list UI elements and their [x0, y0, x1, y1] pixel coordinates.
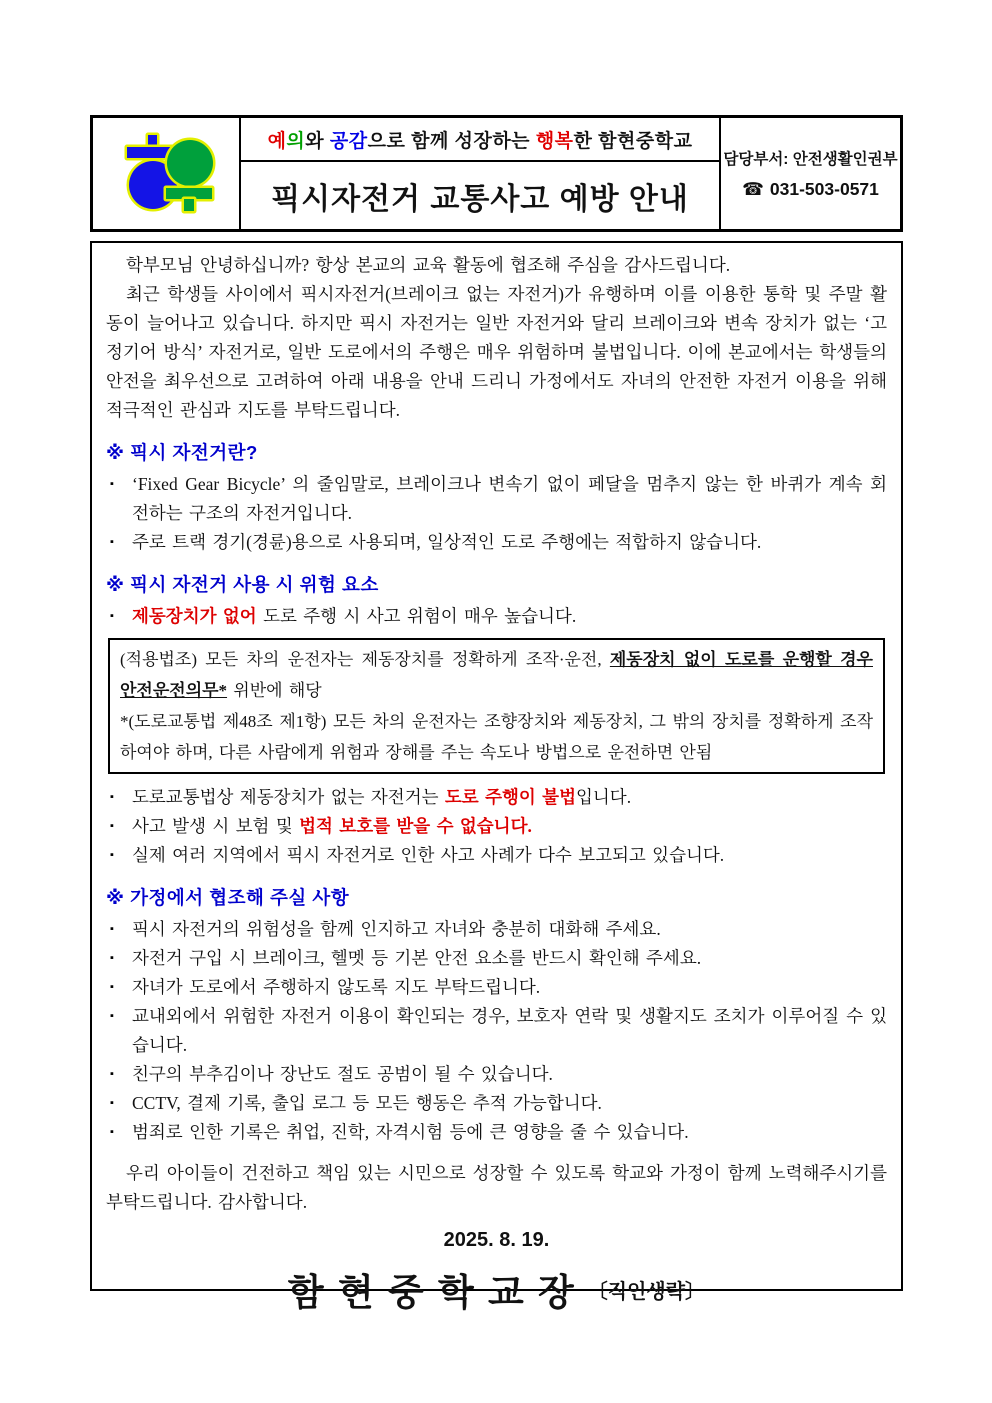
list-item — [106, 1002, 887, 1060]
signature-row — [106, 1262, 887, 1316]
law-box-line-2: *(도로교통법 제48조 제1항) 모든 차의 운전자는 조향장치와 제동장치, 그 밖의 장치를 정확하게 조작하여야 하며, 다른 사람에게 위험과 장해를 주는 속도나 방법으로 운전하면 안됨 — [120, 712, 873, 762]
list-item-text: 자전거 구입 시 브레이크, 헬멧 등 기본 안전 요소를 반드시 확인해 주세요. — [132, 948, 702, 968]
bullet-square-icon: ▪ — [110, 952, 114, 964]
list-item — [106, 812, 887, 841]
text-segment: 예 — [267, 130, 287, 152]
intro-paragraph-1: 학부모님 안녕하십니까? 항상 본교의 교육 활동에 협조해 주심을 감사드립니다. — [126, 255, 731, 275]
list-item-text — [132, 783, 887, 812]
contact-info — [719, 118, 900, 229]
list-item — [106, 841, 887, 870]
bullet-square-icon: ▪ — [110, 610, 114, 622]
phone-icon: ☎ — [742, 179, 764, 199]
list-item-text: 주로 트랙 경기(경륜)용으로 사용되며, 일상적인 도로 주행에는 적합하지 않습니다. — [132, 532, 762, 552]
bullet-square-icon: ▪ — [110, 1126, 114, 1138]
phone-number: 031-503-0571 — [769, 179, 879, 199]
list-item — [106, 1118, 887, 1147]
bullet-square-icon: ▪ — [110, 1097, 114, 1109]
list-item-text — [132, 841, 887, 870]
bullet-square-icon: ▪ — [110, 923, 114, 935]
list-item-text — [132, 812, 887, 841]
list-item — [106, 915, 887, 944]
document-header — [90, 115, 903, 232]
list-item — [106, 1060, 887, 1089]
text-segment: 위반에 해당 — [227, 681, 322, 700]
bullet-square-icon: ▪ — [110, 849, 114, 861]
text-segment: 의 — [286, 130, 306, 152]
list-item-text: 자녀가 도로에서 주행하지 않도록 지도 부탁드립니다. — [132, 977, 541, 997]
bullet-square-icon: ▪ — [110, 536, 114, 548]
list-item-text: 교내외에서 위험한 자전거 이용이 확인되는 경우, 보호자 연락 및 생활지도 조치가 이루어질 수 있습니다. — [132, 1006, 887, 1055]
list-item-text: 범죄로 인한 기록은 취업, 진학, 자격시험 등에 큰 영향을 줄 수 있습니다. — [132, 1122, 689, 1142]
bullet-square-icon: ▪ — [110, 981, 114, 993]
text-segment: 입니다. — [575, 787, 632, 807]
document-body — [90, 241, 903, 1313]
list-item — [106, 1089, 887, 1118]
bullet-square-icon: ▪ — [110, 1010, 114, 1022]
text-segment: 공감 — [329, 130, 368, 152]
bullet-square-icon: ▪ — [110, 478, 114, 490]
text-segment: 와 — [305, 130, 330, 152]
text-segment: 도로교통법상 제동장치가 없는 자전거는 — [132, 787, 445, 807]
section-heading-risk-factors: ※ 픽시 자전거 사용 시 위험 요소 — [106, 574, 379, 595]
seal-omitted-note: 〔직인생략〕 — [587, 1280, 706, 1303]
header-center — [241, 118, 719, 229]
section-heading-what-is-fixie: ※ 픽시 자전거란? — [106, 442, 258, 463]
text-segment: 행복 — [535, 130, 574, 152]
principal-signature: 함 현 중 학 교 장 — [287, 1272, 576, 1313]
list-item — [106, 602, 887, 631]
law-box-line-1 — [120, 644, 873, 706]
school-slogan — [241, 118, 719, 162]
list-item-text: CCTV, 결제 기록, 출입 로그 등 모든 행동은 추적 가능합니다. — [132, 1093, 602, 1113]
text-segment: 법적 보호를 받을 수 없습니다. — [299, 816, 532, 836]
list-item — [106, 783, 887, 812]
list-item-text: ‘Fixed Gear Bicycle’ 의 줄임말로, 브레이크나 변속기 없이 페달을 멈추지 않는 한 바퀴가 계속 회전하는 구조의 자전거입니다. — [132, 474, 887, 523]
text-segment: 으로 함께 성장하는 — [367, 130, 536, 152]
list-item-text — [132, 602, 887, 631]
list-item — [106, 944, 887, 973]
text-segment: 도로 주행 시 사고 위험이 매우 높습니다. — [256, 606, 577, 626]
text-segment: 도로 주행이 불법 — [444, 787, 576, 807]
closing-paragraph: 우리 아이들이 건전하고 책임 있는 시민으로 성장할 수 있도록 학교와 가정이 함께 노력해주시기를 부탁드립니다. 감사합니다. — [106, 1163, 887, 1212]
law-reference-box — [108, 638, 885, 774]
bullet-square-icon: ▪ — [110, 820, 114, 832]
page-title: 픽시자전거 교통사고 예방 안내 — [271, 182, 689, 216]
school-logo — [93, 118, 241, 229]
text-segment: 제동장치가 없어 — [132, 606, 257, 626]
text-segment: 실제 여러 지역에서 픽시 자전거로 인한 사고 사례가 다수 보고되고 있습니다. — [132, 845, 725, 865]
list-item-text: 친구의 부추김이나 장난도 절도 공범이 될 수 있습니다. — [132, 1064, 553, 1084]
bullet-square-icon: ▪ — [110, 791, 114, 803]
text-segment: 제동장치 없이 도로를 운행할 경우 안전운전의무* — [120, 650, 873, 700]
text-segment: (적용법조) 모든 차의 운전자는 제동장치를 정확하게 조작·운전, — [120, 650, 610, 669]
text-segment: 한 함현중학교 — [573, 130, 693, 152]
section-heading-home-cooperation: ※ 가정에서 협조해 주실 사항 — [106, 887, 350, 908]
list-item — [106, 528, 887, 557]
list-item-text: 픽시 자전거의 위험성을 함께 인지하고 자녀와 충분히 대화해 주세요. — [132, 919, 661, 939]
intro-paragraph-2: 최근 학생들 사이에서 픽시자전거(브레이크 없는 자전거)가 유행하며 이를 이용한 통학 및 주말 활동이 늘어나고 있습니다. 하지만 픽시 자전거는 일반 자전거와 달리 브레이크와 변속 장치가 없는 ‘고정기어 방식’ 자전거로, 일반 도로에서의 주행은 매우 위험하며 불법입니다. 이에 본교에서는 학생들의 안전을 최우선으로 고려하여 아래 내용을 안내 드리니 가정에서도 자녀의 안전한 자전거 이용을 위해 적극적인 관심과 지도를 부탁드립니다. — [106, 284, 887, 420]
phone-row — [742, 179, 879, 200]
department-label: 담당부서: 안전생활인권부 — [723, 151, 898, 168]
list-item — [106, 973, 887, 1002]
text-segment: 사고 발생 시 보험 및 — [132, 816, 300, 836]
bullet-square-icon: ▪ — [110, 1068, 114, 1080]
document-date: 2025. 8. 19. — [443, 1229, 550, 1251]
list-item — [106, 470, 887, 528]
school-logo-icon — [117, 133, 215, 215]
